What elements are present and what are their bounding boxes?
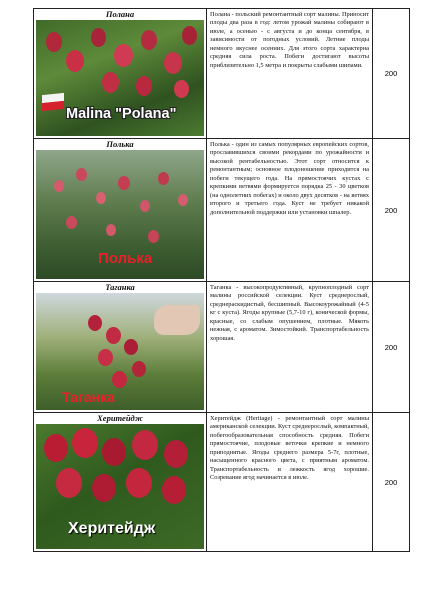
variety-description: Таганка - высокопродуктивный, крупноплодный сорт малины российской селекции. Куст среднерослый, среднераскидистый, бесшипный. Высокоурожайный (4-5 кг с куста). Ягоды крупные (5,7-10 г), конической формы, красные, со слабым опушением, плотные. Мякоть нежная, с ароматом. Зимостойкий. Транспортабельность хорошая.	[210, 284, 369, 342]
table-row	[34, 282, 410, 413]
description-cell	[207, 282, 373, 413]
price-cell: 200	[373, 413, 410, 552]
image-cell	[34, 282, 207, 413]
variety-photo-taganka	[36, 293, 204, 410]
variety-description: Полька - один из самых популярных европейских сортов, прославившихся своими рекордами по урожайности и высокой рентабельностью. Этот сорт относится к ремонтантным; основное плодоношение приходится на побеги текущего года. На прямостоячих кустах с крепкими ветвями формируется порядка 25 - 30 цветков (на однолетних побегах) и около двух десятков - на ветвях второго и третьего года. Куст не требует никакой дополнительной поддержки или установки шпалер.	[210, 141, 370, 216]
photo-caption: Херитейдж	[68, 520, 156, 537]
variety-description: Полана - польский ремонтантный сорт малины. Приносит плоды два раза в год: летом урожай малины собирают в июле, а осенью - с августа и до конца сентября, в зависимости от погодных условий. Летние плоды немного вкуснее осенних. Для этого сорта характерна средняя сила роста. Побеги достигают высоты приблизительно 1,5 метра и покрыты слабыми шипами.	[210, 11, 369, 69]
variety-name: Полька	[106, 139, 134, 149]
description-cell	[207, 9, 373, 139]
variety-name: Таганка	[105, 282, 135, 292]
variety-photo-heritage	[36, 424, 204, 549]
image-cell	[34, 413, 207, 552]
catalog-table	[33, 8, 410, 552]
table-row	[34, 139, 410, 282]
variety-photo-polka	[36, 150, 204, 279]
description-cell	[207, 413, 373, 552]
variety-photo-polana	[36, 20, 204, 136]
price-cell: 200	[373, 9, 410, 139]
table-row	[34, 413, 410, 552]
table-row	[34, 9, 410, 139]
photo-caption: Полька	[98, 250, 153, 267]
description-cell	[207, 139, 373, 282]
price-cell: 200	[373, 282, 410, 413]
variety-name: Полана	[105, 9, 135, 19]
variety-description: Херитейдж (Heritage) - ремонтантный сорт малины американской селекции. Куст среднерослый, компактный, побегообразовательная способность средняя. Побеги прямостоячие, плодовые веточки крепкие и немного приподнятые. Ягоды среднего размера 5-7г, плотные, насыщенного красного цвета, с приятным ароматом. Транспортабельность и лежкость ягод хорошие. Созревание ягод начинается в июле.	[210, 415, 369, 482]
polish-flag-icon	[42, 93, 64, 111]
image-cell	[34, 139, 207, 282]
price-cell: 200	[373, 139, 410, 282]
image-cell	[34, 9, 207, 139]
photo-caption: Таганка	[62, 389, 115, 405]
variety-name: Херитейдж	[97, 413, 143, 423]
photo-caption: Malina "Polana"	[66, 106, 177, 122]
